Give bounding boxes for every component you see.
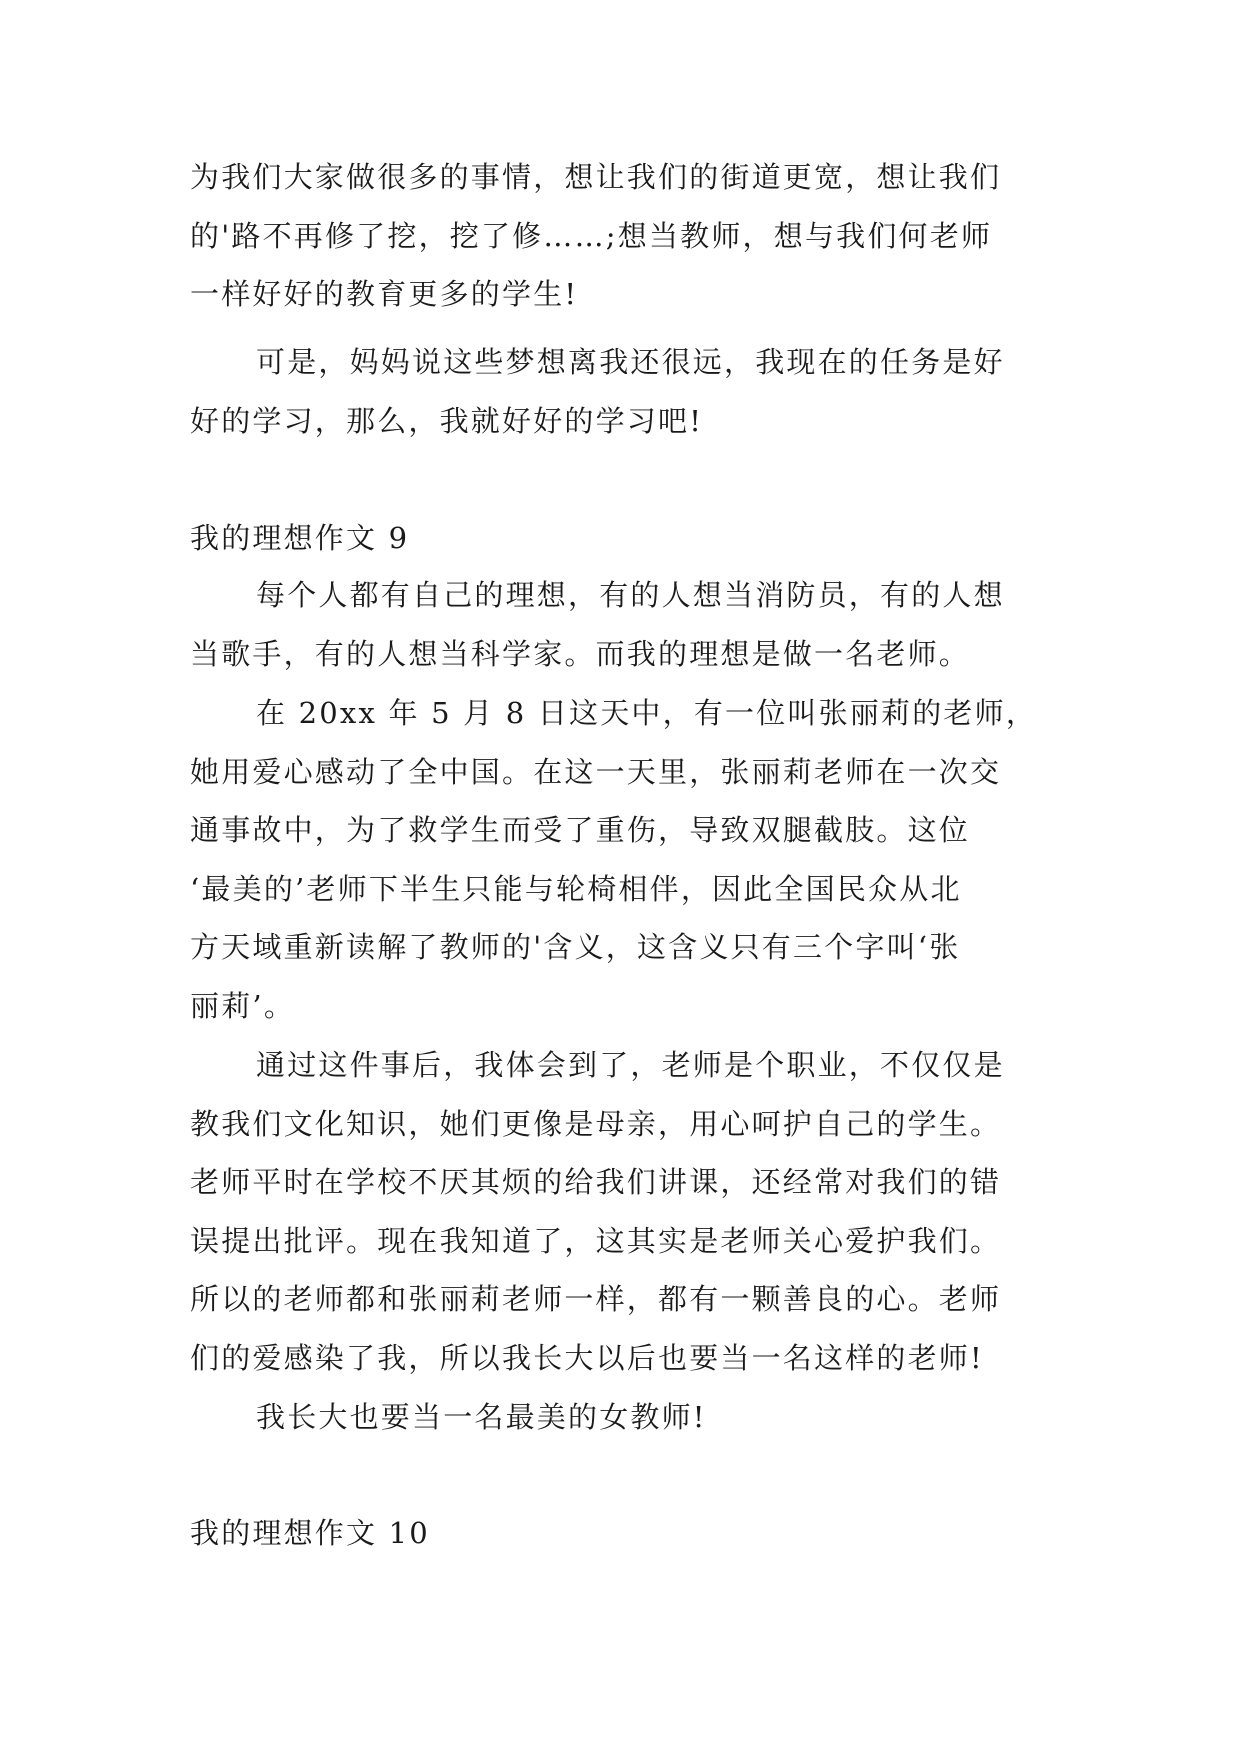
text-line: 老师平时在学校不厌其烦的给我们讲课，还经常对我们的错	[190, 1165, 1002, 1199]
text-line: 每个人都有自己的理想，有的人想当消防员，有的人想	[256, 578, 1005, 612]
text-line: 通事故中，为了救学生而受了重伤，导致双腿截肢。这位	[190, 813, 971, 847]
text-line: 们的爱感染了我，所以我长大以后也要当一名这样的老师!	[190, 1340, 984, 1375]
text-line: 在 20xx 年 5 月 8 日这天中，有一位叫张丽莉的老师，	[256, 696, 1038, 730]
paragraph-5	[190, 1036, 1060, 1387]
text-line: 通过这件事后，我体会到了，老师是个职业，不仅仅是	[256, 1048, 1005, 1082]
paragraph-3	[190, 566, 1060, 683]
text-line: 当歌手，有的人想当科学家。而我的理想是做一名老师。	[190, 636, 971, 671]
paragraph-4	[190, 684, 1060, 1035]
section-heading-9: 我的理想作文 9	[190, 521, 410, 555]
text-line: 我长大也要当一名最美的女教师!	[256, 1400, 707, 1434]
text-line: 的'路不再修了挖，挖了修……;想当教师，想与我们何老师	[190, 218, 993, 253]
text-line: 她用爱心感动了全中国。在这一天里，张丽莉老师在一次交	[190, 754, 1002, 789]
text-line: ‘最美的’老师下半生只能与轮椅相伴，因此全国民众从北	[190, 871, 962, 906]
text-line: 可是，妈妈说这些梦想离我还很远，我现在的任务是好	[256, 345, 1005, 379]
text-line: 误提出批评。现在我知道了，这其实是老师关心爱护我们。	[190, 1223, 1002, 1258]
text-line: 一样好好的教育更多的学生!	[190, 277, 579, 311]
text-line: 教我们文化知识，她们更像是母亲，用心呵护自己的学生。	[190, 1106, 1002, 1141]
paragraph-2	[190, 333, 1060, 450]
text-line: 方天域重新读解了教师的'含义，这含义只有三个字叫‘张	[190, 930, 961, 964]
paragraph-1	[190, 148, 1060, 324]
paragraph-6	[190, 1388, 1060, 1447]
section-heading-10: 我的理想作文 10	[190, 1516, 430, 1550]
text-line: 所以的老师都和张丽莉老师一样，都有一颗善良的心。老师	[190, 1282, 1002, 1316]
text-line: 为我们大家做很多的事情，想让我们的街道更宽，想让我们	[190, 160, 1002, 194]
text-line: 丽莉’。	[190, 988, 296, 1023]
text-line: 好的学习，那么，我就好好的学习吧!	[190, 403, 704, 438]
